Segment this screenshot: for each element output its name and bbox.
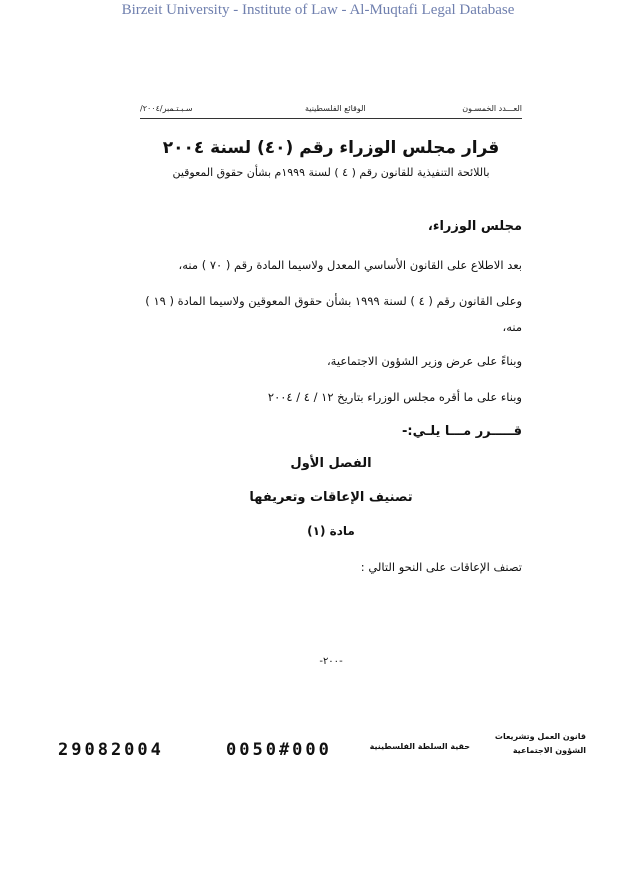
gazette-header [140,104,522,118]
decided-heading: قـــــرر مـــا يلـي:- [402,424,522,439]
council-heading: مجلس الوزراء، [427,219,522,234]
preamble-line-2: وعلى القانون رقم ( ٤ ) لسنة ١٩٩٩ بشأن حقوق المعوقين ولاسيما المادة ( ١٩ ) [145,294,522,308]
article-heading: مادة (١) [307,524,355,538]
footer-date-code: 29082004 [58,740,164,760]
footer-authority: حقية السلطة الفلسطينية [369,742,470,751]
decision-subtitle: باللائحة التنفيذية للقانون رقم ( ٤ ) لسنة ١٩٩٩م بشأن حقوق المعوقين [172,166,490,179]
watermark: Birzeit University - Institute of Law - Al-Muqtafi Legal Database [121,2,515,18]
decision-title: قرار مجلس الوزراء رقم (٤٠) لسنة ٢٠٠٤ [162,138,500,158]
header-rule [140,118,522,119]
footer-category-line-2: الشؤون الاجتماعية [512,746,586,755]
issue-number: العـــدد الخمسـون [462,104,522,113]
footer-category-line-1: قانون العمل وتشريعات [494,732,586,741]
article-text: تصنف الإعاقات على النحو التالي : [360,560,522,574]
issue-date: /سـبـتـمبر/٢٠٠٤ [140,104,193,113]
gazette-name: الوقائع الفلسطينية [305,104,366,113]
preamble-line-3: منه، [502,320,522,334]
chapter-title: تصنيف الإعاقات وتعريفها [249,490,413,505]
preamble-line-1: بعد الاطلاع على القانون الأساسي المعدل ولاسيما المادة رقم ( ٧٠ ) منه، [178,258,522,272]
footer-number-code: 0050#000 [226,740,332,760]
page-number: -٢٠٠- [319,656,343,667]
preamble-line-5: وبناء على ما أقره مجلس الوزراء بتاريخ ١٢ / ٤ / ٢٠٠٤ [267,390,522,404]
preamble-line-4: وبناءً على عرض وزير الشؤون الاجتماعية، [326,354,522,368]
chapter-heading: الفصل الأول [290,456,372,471]
